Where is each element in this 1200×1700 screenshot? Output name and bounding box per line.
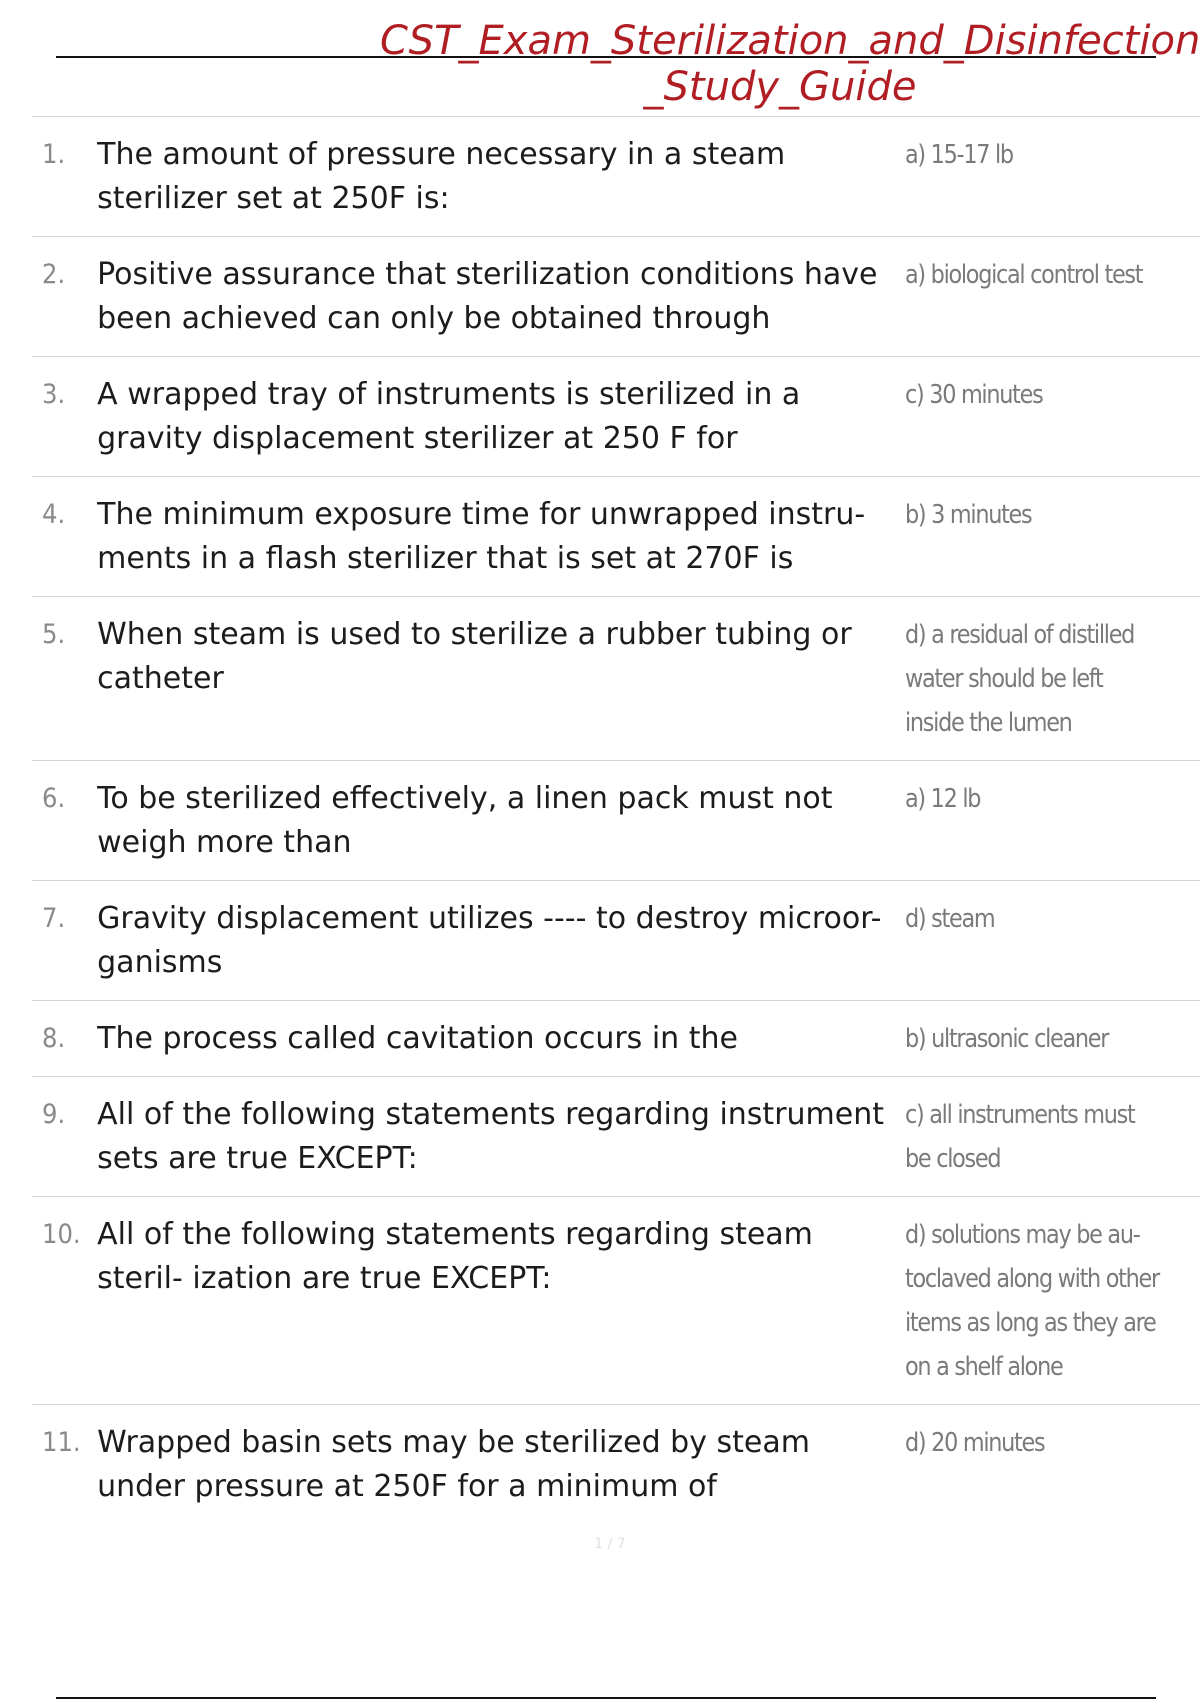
document-title: CST_Exam_Sterilization_and_Disinfection _Study_Guide bbox=[380, 18, 1200, 110]
question-text: To be sterilized effectively, a linen pack must not weigh more than bbox=[97, 781, 833, 860]
question-text: All of the following statements regarding steam steril- ization are true EXCEPT: bbox=[97, 1217, 813, 1296]
qa-item bbox=[32, 1404, 1200, 1524]
qa-item bbox=[32, 596, 1200, 760]
question-text: The amount of pressure necessary in a steam sterilizer set at 250F is: bbox=[97, 137, 786, 216]
footer-rule bbox=[56, 1697, 1156, 1699]
item-number: 4. bbox=[42, 499, 66, 530]
answer-text: b) ultrasonic cleaner bbox=[904, 1024, 1108, 1054]
item-number: 7. bbox=[42, 903, 66, 934]
answer-text: c) all instruments must be closed bbox=[904, 1100, 1135, 1174]
answer-text: d) steam bbox=[904, 904, 994, 934]
item-number: 11. bbox=[42, 1427, 81, 1458]
page-number: 1 / 7 bbox=[594, 1536, 626, 1552]
qa-list bbox=[32, 116, 1200, 1524]
item-number: 2. bbox=[42, 259, 66, 290]
question-text: Wrapped basin sets may be sterilized by steam under pressure at 250F for a minimum of bbox=[97, 1425, 810, 1504]
qa-item bbox=[32, 356, 1200, 476]
qa-item bbox=[32, 236, 1200, 356]
item-number: 10. bbox=[42, 1219, 81, 1250]
answer-text: a) 12 lb bbox=[904, 784, 980, 814]
question-text: Gravity displacement utilizes ---- to destroy microor- ganisms bbox=[97, 901, 882, 980]
qa-item bbox=[32, 116, 1200, 236]
question-text: A wrapped tray of instruments is sterilized in a gravity displacement sterilizer at 250 F for bbox=[97, 377, 801, 456]
qa-item bbox=[32, 1076, 1200, 1196]
answer-text: a) 15-17 lb bbox=[904, 140, 1013, 170]
answer-text: a) biological control test bbox=[904, 260, 1142, 290]
question-text: The process called cavitation occurs in the bbox=[97, 1021, 738, 1056]
item-number: 8. bbox=[42, 1023, 66, 1054]
qa-item bbox=[32, 1000, 1200, 1076]
answer-text: d) solutions may be au- toclaved along with other items as long as they are on a shelf alone bbox=[904, 1220, 1159, 1382]
item-number: 9. bbox=[42, 1099, 66, 1130]
question-text: The minimum exposure time for unwrapped instru- ments in a flash sterilizer that is set at 270F is bbox=[97, 497, 866, 576]
item-number: 3. bbox=[42, 379, 66, 410]
answer-text: c) 30 minutes bbox=[904, 380, 1043, 410]
item-number: 1. bbox=[42, 139, 66, 170]
qa-item bbox=[32, 880, 1200, 1000]
qa-item bbox=[32, 1196, 1200, 1404]
qa-item bbox=[32, 760, 1200, 880]
qa-item bbox=[32, 476, 1200, 596]
question-text: When steam is used to sterilize a rubber tubing or catheter bbox=[97, 617, 852, 696]
item-number: 5. bbox=[42, 619, 66, 650]
item-number: 6. bbox=[42, 783, 66, 814]
answer-text: d) 20 minutes bbox=[904, 1428, 1044, 1458]
question-text: Positive assurance that sterilization conditions have been achieved can only be obtained through bbox=[97, 257, 878, 336]
answer-text: d) a residual of distilled water should be left inside the lumen bbox=[904, 620, 1134, 738]
question-text: All of the following statements regarding instrument sets are true EXCEPT: bbox=[97, 1097, 884, 1176]
answer-text: b) 3 minutes bbox=[904, 500, 1032, 530]
